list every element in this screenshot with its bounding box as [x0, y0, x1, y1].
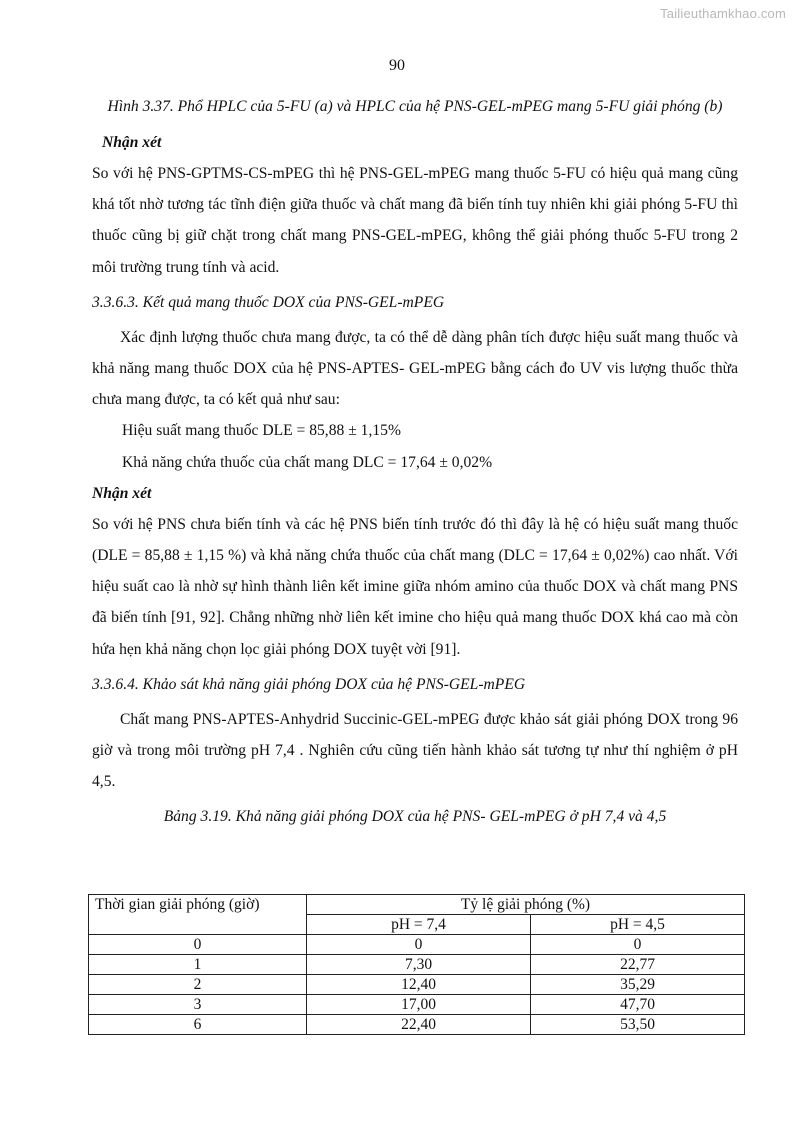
cell-ph-7-4: 12,40	[307, 975, 531, 995]
cell-time: 0	[89, 935, 307, 955]
cell-time: 6	[89, 1015, 307, 1035]
cell-time: 3	[89, 995, 307, 1015]
table-row	[89, 935, 745, 955]
table-row	[89, 955, 745, 975]
table-row	[89, 1015, 745, 1035]
remark-1-text: So với hệ PNS-GPTMS-CS-mPEG thì hệ PNS-GEL-mPEG mang thuốc 5-FU có hiệu quả mang cũng khá tốt nhờ tương tác tĩnh điện giữa thuốc và chất mang đã biến tính tuy nhiên khi giải phóng 5-FU thì thuốc cũng bị giữ chặt trong chất mang PNS-GEL-mPEG, không thể giải phóng thuốc 5-FU trong 2 môi trường trung tính và acid.	[92, 165, 738, 276]
cell-ph-7-4: 7,30	[307, 955, 531, 975]
cell-ph-4-5: 0	[531, 935, 745, 955]
header-ph-7-4: pH = 7,4	[307, 915, 531, 935]
watermark: Tailieuthamkhao.com	[660, 6, 786, 21]
cell-ph-4-5: 53,50	[531, 1015, 745, 1035]
cell-ph-7-4: 17,00	[307, 995, 531, 1015]
section-3-3-6-3-text: Xác định lượng thuốc chưa mang được, ta có thể dễ dàng phân tích được hiệu suất mang thuốc và khả năng mang thuốc DOX của hệ PNS-APTES- GEL-mPEG bằng cách đo UV vis lượng thuốc thừa chưa mang được, ta có kết quả như sau:	[92, 328, 738, 409]
table-row	[89, 975, 745, 995]
table-header-row	[89, 895, 745, 915]
section-3-3-6-4-heading: 3.3.6.4. Khảo sát khả năng giải phóng DOX của hệ PNS-GEL-mPEG	[92, 675, 526, 693]
cell-ph-7-4: 22,40	[307, 1015, 531, 1035]
page-content	[92, 94, 738, 831]
cell-ph-4-5: 47,70	[531, 995, 745, 1015]
header-ph-4-5: pH = 4,5	[531, 915, 745, 935]
cell-time: 1	[89, 955, 307, 975]
remark-2-title: Nhận xét	[92, 484, 152, 502]
page-number: 90	[389, 57, 405, 74]
section-3-3-6-3-heading: 3.3.6.3. Kết quả mang thuốc DOX của PNS-GEL-mPEG	[92, 293, 445, 311]
header-time: Thời gian giải phóng (giờ)	[89, 895, 307, 935]
header-release-rate: Tỷ lệ giải phóng (%)	[307, 895, 745, 915]
dlc-result: Khả năng chứa thuốc của chất mang DLC = 17,64 ± 0,02%	[122, 453, 493, 471]
dle-result: Hiệu suất mang thuốc DLE = 85,88 ± 1,15%	[122, 422, 401, 440]
table-row	[89, 995, 745, 1015]
cell-ph-7-4: 0	[307, 935, 531, 955]
table-caption: Bảng 3.19. Khả năng giải phóng DOX của hệ PNS- GEL-mPEG ở pH 7,4 và 4,5	[163, 808, 667, 826]
cell-ph-4-5: 35,29	[531, 975, 745, 995]
cell-ph-4-5: 22,77	[531, 955, 745, 975]
remark-2-text: So với hệ PNS chưa biến tính và các hệ PNS biến tính trước đó thì đây là hệ có hiệu suất mang thuốc (DLE = 85,88 ± 1,15 %) và khả năng chứa thuốc của chất mang (DLC = 17,64 ± 0,02%) cao nhất. Với hiệu suất cao là nhờ sự hình thành liên kết imine giữa nhóm amino của thuốc DOX và chất mang PNS đã biến tính [91, 92]. Chẳng những nhờ liên kết imine cho hiệu quả mang thuốc DOX khá cao mà còn hứa hẹn khả năng chọn lọc giải phóng DOX tuyệt vời [91].	[92, 515, 738, 658]
remark-1-title: Nhận xét	[102, 134, 162, 151]
figure-caption: Hình 3.37. Phổ HPLC của 5-FU (a) và HPLC của hệ PNS-GEL-mPEG mang 5-FU giải phóng (b)	[107, 98, 723, 115]
cell-time: 2	[89, 975, 307, 995]
dox-release-table	[88, 894, 745, 1035]
section-3-3-6-4-text: Chất mang PNS-APTES-Anhydrid Succinic-GEL-mPEG được khảo sát giải phóng DOX trong 96 giờ và trong môi trường pH 7,4 . Nghiên cứu cũng tiến hành khảo sát tương tự như thí nghiệm ở pH 4,5.	[92, 710, 738, 791]
